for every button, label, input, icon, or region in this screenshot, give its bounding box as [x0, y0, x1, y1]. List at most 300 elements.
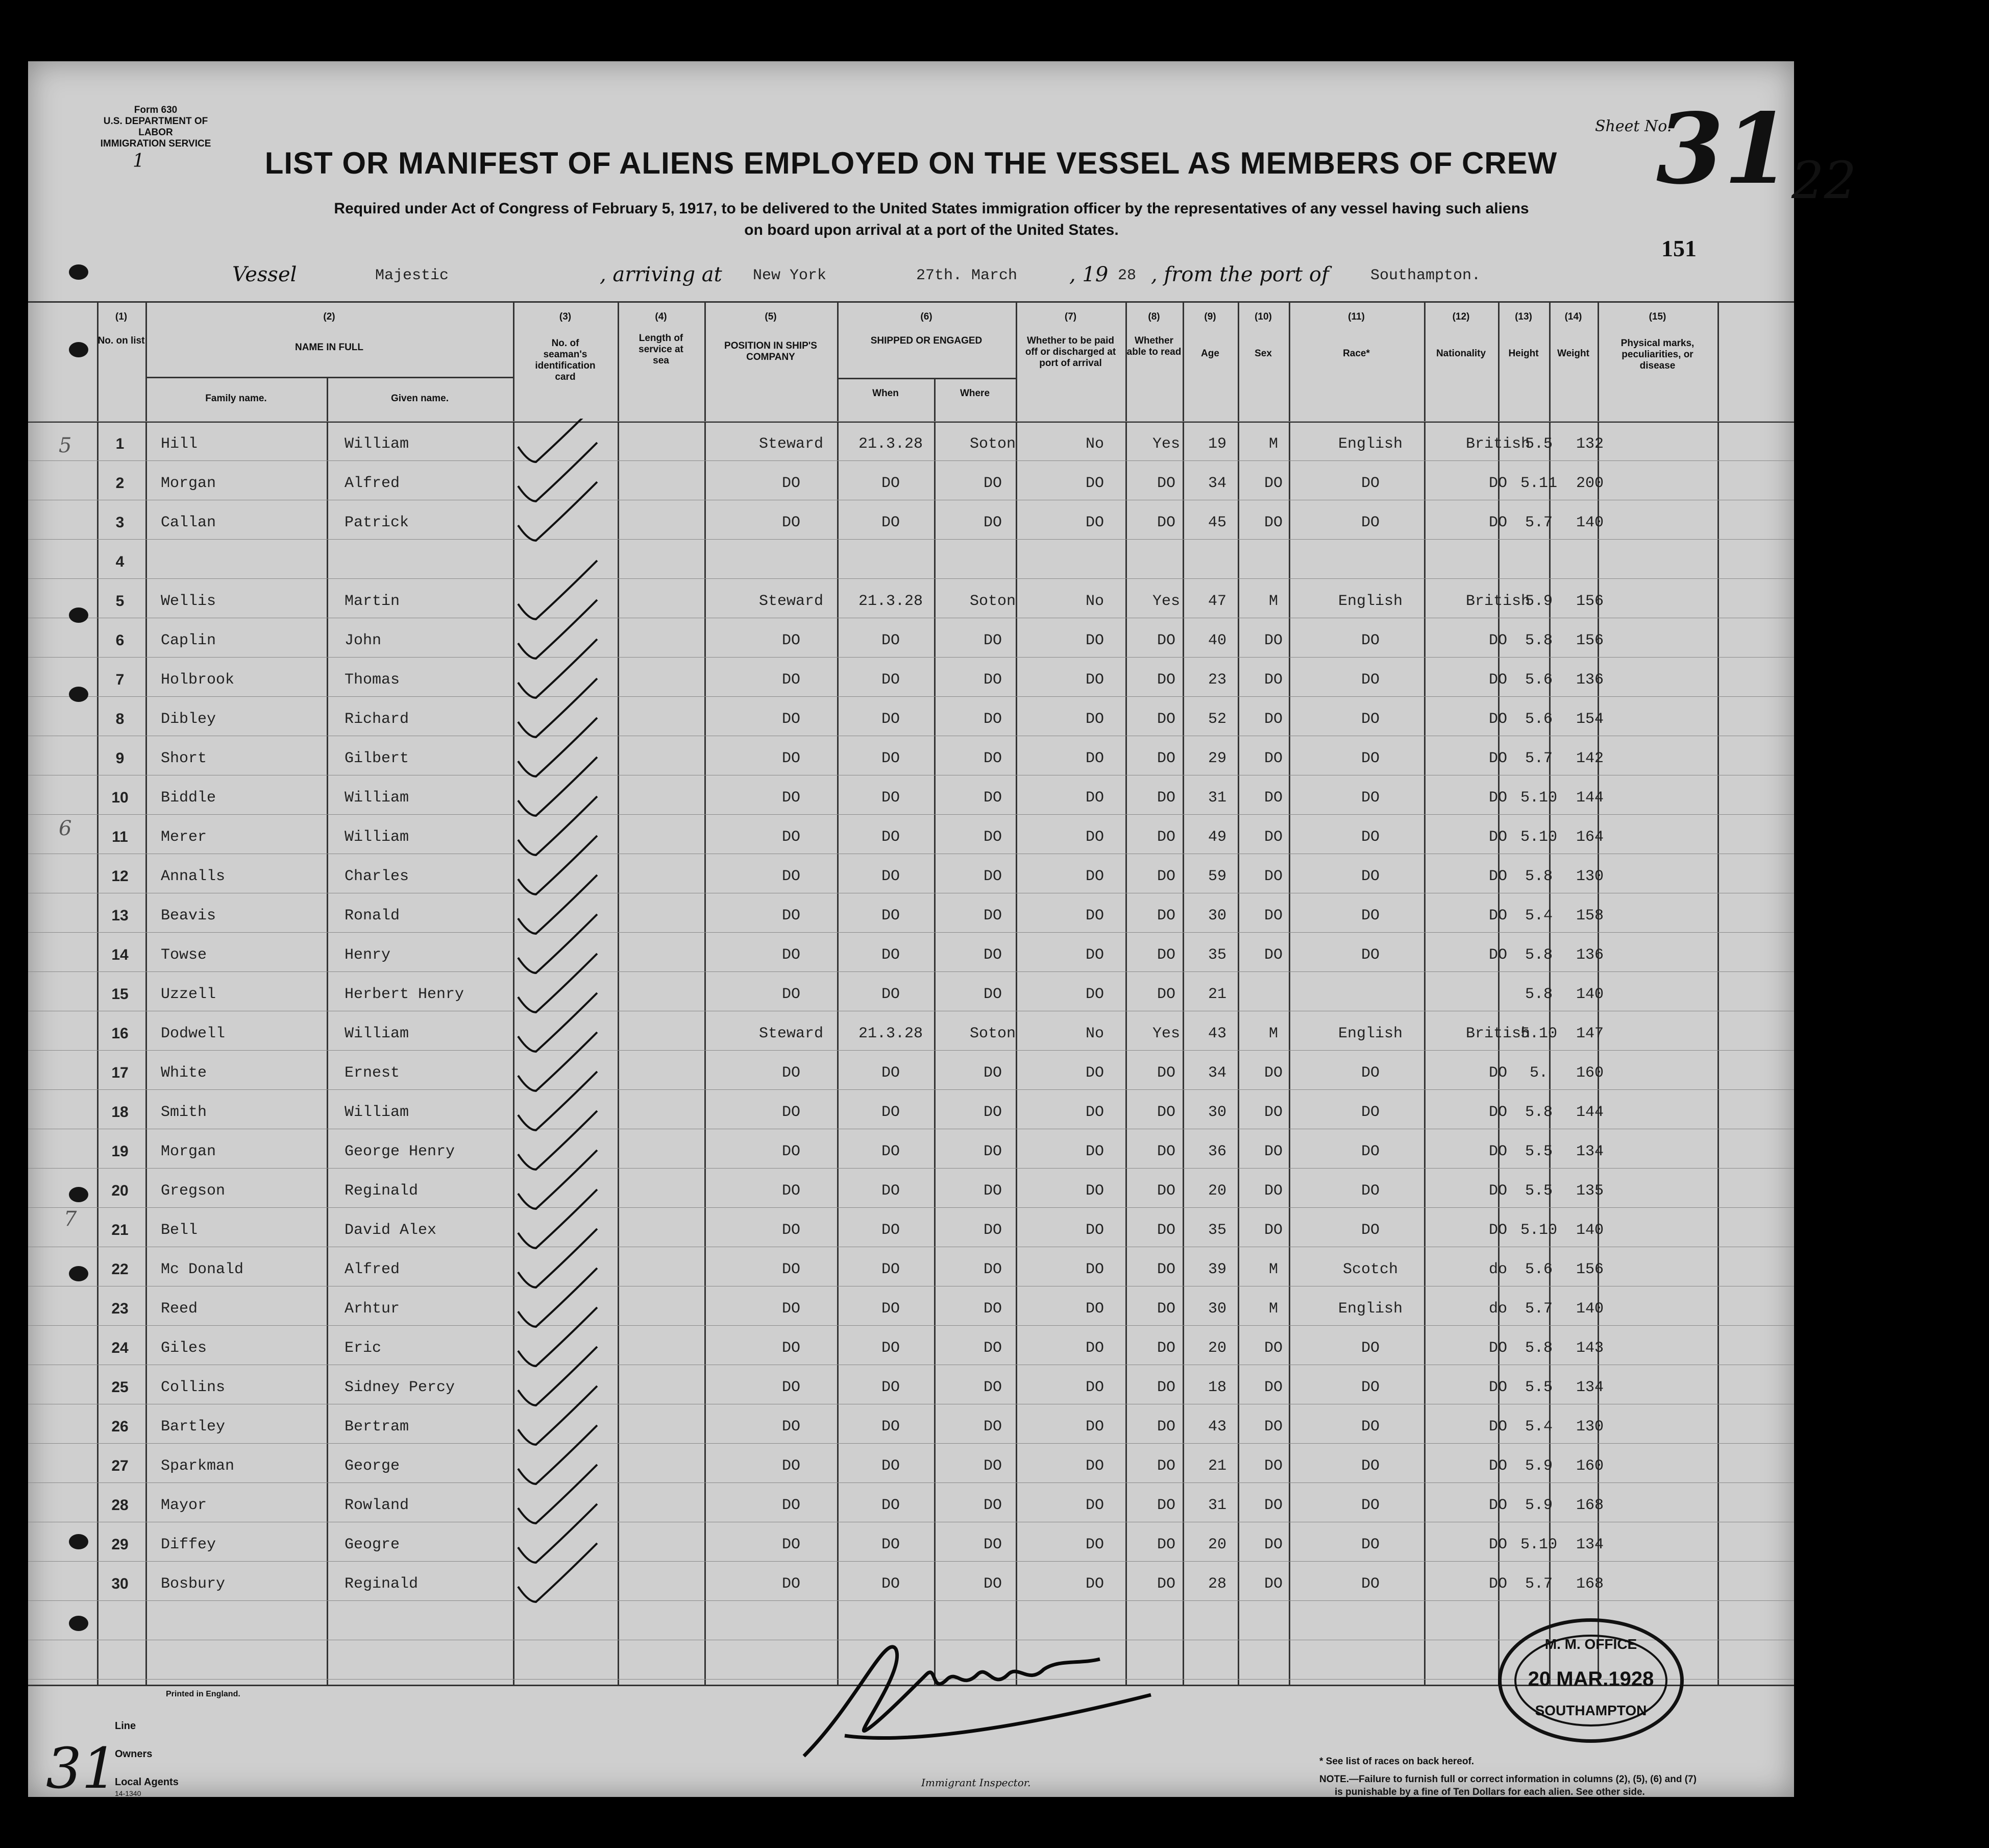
sex-cell: DO — [1264, 1497, 1283, 1514]
shipped-when-cell: 21.3.28 — [858, 1025, 923, 1042]
row-number-cell: 25 — [111, 1379, 129, 1396]
nationality-cell: DO — [1488, 1418, 1507, 1436]
check-mark — [518, 482, 597, 541]
subtitle-line-2: on board upon arrival at a port of the United States. — [744, 222, 1119, 238]
age-cell: 59 — [1208, 868, 1226, 885]
sex-cell: DO — [1264, 1418, 1283, 1436]
paid-off-cell: DO — [1085, 829, 1104, 846]
shipped-when-cell: DO — [881, 1182, 900, 1200]
weight-cell: 168 — [1576, 1575, 1604, 1593]
age-cell: 20 — [1208, 1340, 1226, 1357]
footer-local-agents-label: Local Agents — [115, 1777, 179, 1788]
col5-header: (5) POSITION IN SHIP'S COMPANY — [724, 311, 817, 362]
table-row — [28, 1527, 1794, 1566]
shipped-where-cell: DO — [983, 1261, 1002, 1278]
able-to-read-cell: DO — [1157, 829, 1175, 846]
race-cell: English — [1338, 1025, 1403, 1042]
shipped-when-cell: 21.3.28 — [858, 435, 923, 453]
shipped-when-cell: DO — [881, 475, 900, 492]
race-cell: DO — [1361, 514, 1380, 531]
able-to-read-cell: DO — [1157, 711, 1175, 728]
given-name-cell: Reginald — [345, 1182, 419, 1200]
row-number-cell: 4 — [115, 553, 125, 570]
height-cell: 5.5 — [1525, 435, 1553, 453]
family-name-cell: Short — [161, 750, 207, 767]
paid-off-cell: DO — [1085, 750, 1104, 767]
height-cell: 5.10 — [1520, 1536, 1557, 1553]
family-name-cell: Reed — [161, 1300, 198, 1318]
shipped-when-cell: DO — [881, 829, 900, 846]
year-prefix: , 19 — [1069, 263, 1109, 286]
able-to-read-cell: DO — [1157, 750, 1175, 767]
weight-cell: 130 — [1576, 868, 1604, 885]
race-cell: DO — [1361, 907, 1380, 925]
family-name-cell: Mayor — [161, 1497, 207, 1514]
weight-cell: 140 — [1576, 514, 1604, 531]
height-cell: 5.7 — [1525, 1575, 1553, 1593]
sex-cell: M — [1268, 1025, 1278, 1042]
row-number-cell: 28 — [111, 1497, 129, 1514]
row-number-cell: 29 — [111, 1536, 129, 1553]
table-row — [28, 859, 1794, 898]
age-cell: 30 — [1208, 1104, 1226, 1121]
family-name-cell: Beavis — [161, 907, 216, 925]
sex-cell: DO — [1264, 1457, 1283, 1475]
margin-note: 7 — [64, 1207, 77, 1231]
position-cell: DO — [781, 1261, 800, 1278]
page-title: LIST OR MANIFEST OF ALIENS EMPLOYED ON THE VESSEL AS MEMBERS OF CREW — [264, 146, 1558, 180]
nationality-cell: DO — [1488, 1104, 1507, 1121]
weight-cell: 140 — [1576, 986, 1604, 1003]
col12-header: (12) Nationality — [1436, 311, 1486, 359]
footer-form-code: 14-1340 — [115, 1789, 141, 1797]
form-number: Form 630 — [134, 105, 178, 115]
weight-cell: 154 — [1576, 711, 1604, 728]
age-cell: 36 — [1208, 1143, 1226, 1160]
able-to-read-cell: DO — [1157, 1064, 1175, 1082]
punch-hole — [69, 1266, 88, 1281]
shipped-when-cell: DO — [881, 711, 900, 728]
paid-off-cell: DO — [1085, 1222, 1104, 1239]
position-cell: Steward — [758, 435, 824, 453]
sex-cell: DO — [1264, 632, 1283, 649]
shipped-when-cell: DO — [881, 514, 900, 531]
given-name-cell: Ernest — [345, 1064, 400, 1082]
given-name-cell: Arhtur — [345, 1300, 400, 1318]
table-row — [28, 898, 1794, 937]
check-mark — [518, 1543, 597, 1602]
position-cell: DO — [781, 868, 800, 885]
col11-header: (11) Race* — [1343, 311, 1370, 359]
col13-header: (13) Height — [1508, 311, 1539, 359]
family-name-cell: Bell — [161, 1222, 198, 1239]
shipped-where-cell: DO — [983, 868, 1002, 885]
position-cell: DO — [781, 907, 800, 925]
sex-cell: DO — [1264, 1064, 1283, 1082]
nationality-cell: DO — [1488, 1379, 1507, 1396]
height-cell: 5.6 — [1525, 671, 1553, 689]
able-to-read-cell: DO — [1157, 1222, 1175, 1239]
col15-header: (15) Physical marks, peculiarities, or disease — [1620, 311, 1695, 371]
able-to-read-cell: DO — [1157, 1379, 1175, 1396]
race-cell: DO — [1361, 946, 1380, 964]
shipped-when-cell: DO — [881, 632, 900, 649]
margin-note: 6 — [59, 817, 72, 840]
given-name-cell: Sidney Percy — [345, 1379, 455, 1396]
nationality-cell: DO — [1488, 750, 1507, 767]
given-name-cell: Rowland — [345, 1497, 409, 1514]
voyage-line — [28, 263, 1794, 294]
position-cell: DO — [781, 514, 800, 531]
race-cell: DO — [1361, 1379, 1380, 1396]
height-cell: 5.10 — [1520, 1025, 1557, 1042]
row-number-cell: 13 — [111, 907, 129, 924]
family-name-cell: Biddle — [161, 789, 216, 807]
shipped-where-cell: DO — [983, 1222, 1002, 1239]
age-cell: 19 — [1208, 435, 1226, 453]
age-cell: 52 — [1208, 711, 1226, 728]
sex-cell: DO — [1264, 946, 1283, 964]
nationality-cell: DO — [1488, 1575, 1507, 1593]
nationality-cell: British — [1465, 593, 1531, 610]
shipped-where-cell: DO — [983, 750, 1002, 767]
nationality-cell: DO — [1488, 829, 1507, 846]
age-cell: 35 — [1208, 1222, 1226, 1239]
row-number-cell: 7 — [115, 671, 125, 688]
nationality-cell: DO — [1488, 1064, 1507, 1082]
check-marks — [508, 419, 630, 1674]
given-name-cell: David Alex — [345, 1222, 437, 1239]
age-cell: 20 — [1208, 1182, 1226, 1200]
given-name-cell: Gilbert — [345, 750, 409, 767]
stamp-bottom-text: SOUTHAMPTON — [1535, 1703, 1647, 1718]
sheet-number: 31 — [1656, 92, 1791, 206]
able-to-read-cell: DO — [1157, 1536, 1175, 1553]
race-cell: DO — [1361, 1418, 1380, 1436]
row-number-cell: 30 — [111, 1575, 129, 1592]
position-cell: DO — [781, 1536, 800, 1553]
race-cell: DO — [1361, 1104, 1380, 1121]
shipped-when-cell: DO — [881, 1379, 900, 1396]
paid-off-cell: DO — [1085, 1143, 1104, 1160]
weight-cell: 136 — [1576, 946, 1604, 964]
race-cell: Scotch — [1342, 1261, 1398, 1278]
row-number-cell: 24 — [111, 1340, 129, 1356]
position-cell: DO — [781, 1457, 800, 1475]
row-number-cell: 10 — [111, 789, 129, 806]
age-cell: 21 — [1208, 1457, 1226, 1475]
able-to-read-cell: Yes — [1152, 1025, 1180, 1042]
shipped-when-cell: DO — [881, 750, 900, 767]
able-to-read-cell: DO — [1157, 632, 1175, 649]
weight-cell: 160 — [1576, 1457, 1604, 1475]
sex-cell: DO — [1264, 1182, 1283, 1200]
arrival-year: 28 — [1118, 267, 1137, 284]
row-number-cell: 6 — [115, 632, 125, 649]
family-name-cell: Dibley — [161, 711, 216, 728]
shipped-when-cell: DO — [881, 1340, 900, 1357]
able-to-read-cell: DO — [1157, 1457, 1175, 1475]
race-cell: DO — [1361, 1457, 1380, 1475]
able-to-read-cell: DO — [1157, 1575, 1175, 1593]
able-to-read-cell: DO — [1157, 1418, 1175, 1436]
family-name-cell: White — [161, 1064, 207, 1082]
height-cell: 5.4 — [1525, 1418, 1553, 1436]
service-name: IMMIGRATION SERVICE — [100, 138, 211, 149]
paid-off-cell: DO — [1085, 1182, 1104, 1200]
row-number-cell: 16 — [111, 1025, 129, 1042]
col2a-header: Family name. — [205, 393, 267, 404]
height-cell: 5.5 — [1525, 1143, 1553, 1160]
given-name-cell: William — [345, 435, 409, 453]
sex-cell: M — [1268, 1261, 1278, 1278]
col9-header: (9) Age — [1201, 311, 1219, 359]
paid-off-cell: DO — [1085, 1064, 1104, 1082]
shipped-when-cell: DO — [881, 1575, 900, 1593]
given-name-cell: Henry — [345, 946, 391, 964]
able-to-read-cell: DO — [1157, 671, 1175, 689]
position-cell: DO — [781, 1379, 800, 1396]
shipped-where-cell: DO — [983, 986, 1002, 1003]
shipped-where-cell: DO — [983, 1418, 1002, 1436]
shipped-when-cell: DO — [881, 789, 900, 807]
able-to-read-cell: DO — [1157, 986, 1175, 1003]
position-cell: DO — [781, 1575, 800, 1593]
shipped-where-cell: Soton — [969, 593, 1016, 610]
table-row — [28, 741, 1794, 780]
height-cell: 5.6 — [1525, 1261, 1553, 1278]
given-name-cell: John — [345, 632, 382, 649]
race-cell: DO — [1361, 1143, 1380, 1160]
able-to-read-cell: DO — [1157, 1104, 1175, 1121]
row-number-cell: 22 — [111, 1261, 129, 1278]
punch-hole — [69, 264, 88, 280]
inspector-signature — [794, 1603, 1182, 1771]
age-cell: 20 — [1208, 1536, 1226, 1553]
position-cell: DO — [781, 1418, 800, 1436]
shipped-where-cell: DO — [983, 1575, 1002, 1593]
position-cell: Steward — [758, 593, 824, 610]
position-cell: DO — [781, 1222, 800, 1239]
weight-cell: 144 — [1576, 1104, 1604, 1121]
sex-cell: DO — [1264, 907, 1283, 925]
nationality-cell: DO — [1488, 1143, 1507, 1160]
inspector-label: Immigrant Inspector. — [921, 1777, 1031, 1789]
paid-off-cell: DO — [1085, 1575, 1104, 1593]
family-name-cell: Collins — [161, 1379, 226, 1396]
shipped-where-cell: DO — [983, 1457, 1002, 1475]
table-row — [28, 1291, 1794, 1330]
height-cell: 5.8 — [1525, 946, 1553, 964]
age-cell: 35 — [1208, 946, 1226, 964]
table-row — [28, 505, 1794, 544]
height-cell: 5.5 — [1525, 1379, 1553, 1396]
nationality-cell: DO — [1488, 946, 1507, 964]
paid-off-cell: DO — [1085, 711, 1104, 728]
family-name-cell: Mc Donald — [161, 1261, 244, 1278]
family-name-cell: Dodwell — [161, 1025, 226, 1042]
family-name-cell: Morgan — [161, 1143, 216, 1160]
table-row — [28, 1566, 1794, 1606]
weight-cell: 135 — [1576, 1182, 1604, 1200]
stamp-date: 20 MAR.1928 — [1528, 1668, 1654, 1690]
position-cell: DO — [781, 829, 800, 846]
given-name-cell: Thomas — [345, 671, 400, 689]
paid-off-cell: DO — [1085, 1261, 1104, 1278]
age-cell: 18 — [1208, 1379, 1226, 1396]
race-cell: DO — [1361, 1182, 1380, 1200]
paid-off-cell: No — [1085, 593, 1104, 610]
nationality-cell: DO — [1488, 1182, 1507, 1200]
position-cell: DO — [781, 946, 800, 964]
nationality-cell: do — [1488, 1300, 1507, 1318]
weight-cell: 156 — [1576, 1261, 1604, 1278]
table-row — [28, 1448, 1794, 1488]
vessel-name: Majestic — [375, 267, 449, 284]
table-row — [28, 937, 1794, 977]
given-name-cell: William — [345, 1025, 409, 1042]
paid-off-cell: DO — [1085, 671, 1104, 689]
age-cell: 43 — [1208, 1025, 1226, 1042]
sex-cell: DO — [1264, 750, 1283, 767]
arriving-label: , arriving at — [600, 263, 722, 286]
table-row — [28, 1173, 1794, 1212]
paid-off-cell: DO — [1085, 868, 1104, 885]
shipped-where-cell: DO — [983, 1340, 1002, 1357]
shipped-when-cell: 21.3.28 — [858, 593, 923, 610]
height-cell: 5. — [1529, 1064, 1548, 1082]
able-to-read-cell: DO — [1157, 1261, 1175, 1278]
table-row — [28, 701, 1794, 741]
table-row — [28, 780, 1794, 819]
punch-hole — [69, 1616, 88, 1631]
col7-header: (7) Whether to be paid off or discharged at port of arrival — [1025, 311, 1116, 369]
position-cell: DO — [781, 711, 800, 728]
subtitle-line-1: Required under Act of Congress of February 5, 1917, to be delivered to the United States immigration officer by the representatives of any vessel having such aliens — [334, 200, 1529, 217]
race-cell: DO — [1361, 1064, 1380, 1082]
position-cell: DO — [781, 1064, 800, 1082]
shipped-when-cell: DO — [881, 1104, 900, 1121]
sex-cell: M — [1268, 1300, 1278, 1318]
penalty-note: NOTE.—Failure to furnish full or correct information in columns (2), (5), (6) and (7) — [1319, 1774, 1697, 1785]
form-header — [100, 105, 212, 150]
punch-hole — [69, 1534, 88, 1549]
row-number-cell: 2 — [115, 475, 125, 492]
weight-cell: 160 — [1576, 1064, 1604, 1082]
sex-cell: DO — [1264, 829, 1283, 846]
family-name-cell: Callan — [161, 514, 216, 531]
shipped-where-cell: DO — [983, 671, 1002, 689]
page-number: 151 — [1661, 235, 1697, 261]
department-name: U.S. DEPARTMENT OF LABOR — [103, 116, 208, 138]
shipped-when-cell: DO — [881, 1222, 900, 1239]
nationality-cell: DO — [1488, 1340, 1507, 1357]
height-cell: 5.8 — [1525, 1104, 1553, 1121]
races-note: * See list of races on back hereof. — [1319, 1756, 1475, 1767]
row-number-cell: 18 — [111, 1104, 129, 1121]
family-name-cell: Sparkman — [161, 1457, 235, 1475]
row-number-cell: 19 — [111, 1143, 129, 1160]
nationality-cell: DO — [1488, 1536, 1507, 1553]
table-row — [28, 1095, 1794, 1134]
table-row — [28, 1370, 1794, 1409]
family-name-cell: Caplin — [161, 632, 216, 649]
able-to-read-cell: DO — [1157, 868, 1175, 885]
col6a-header: When — [872, 388, 899, 399]
table-row — [28, 977, 1794, 1016]
family-name-cell: Holbrook — [161, 671, 235, 689]
paid-off-cell: DO — [1085, 1300, 1104, 1318]
shipped-where-cell: DO — [983, 907, 1002, 925]
shipped-when-cell: DO — [881, 671, 900, 689]
shipped-where-cell: DO — [983, 829, 1002, 846]
shipped-where-cell: DO — [983, 711, 1002, 728]
sex-cell: DO — [1264, 1222, 1283, 1239]
weight-cell: 140 — [1576, 1300, 1604, 1318]
paid-off-cell: DO — [1085, 475, 1104, 492]
col6-header: (6) SHIPPED OR ENGAGED — [870, 311, 983, 346]
margin-note-sheet: 31 — [46, 1736, 117, 1801]
race-cell: English — [1338, 1300, 1403, 1318]
paid-off-cell: DO — [1085, 907, 1104, 925]
nationality-cell: DO — [1488, 868, 1507, 885]
able-to-read-cell: DO — [1157, 789, 1175, 807]
given-name-cell: Alfred — [345, 475, 400, 492]
position-cell: DO — [781, 986, 800, 1003]
family-name-cell: Bartley — [161, 1418, 226, 1436]
table-row — [28, 1488, 1794, 1527]
nationality-cell: DO — [1488, 907, 1507, 925]
position-cell: DO — [781, 1300, 800, 1318]
table-row — [28, 544, 1794, 583]
table-row — [28, 1055, 1794, 1095]
family-name-cell: Annalls — [161, 868, 226, 885]
given-name-cell: William — [345, 829, 409, 846]
sex-cell: DO — [1264, 1340, 1283, 1357]
nationality-cell: DO — [1488, 475, 1507, 492]
paid-off-cell: DO — [1085, 1536, 1104, 1553]
sex-cell: DO — [1264, 1143, 1283, 1160]
race-cell: English — [1338, 435, 1403, 453]
weight-cell: 142 — [1576, 750, 1604, 767]
given-name-cell: Richard — [345, 711, 409, 728]
nationality-cell: DO — [1488, 1222, 1507, 1239]
position-cell: Steward — [758, 1025, 824, 1042]
age-cell: 30 — [1208, 907, 1226, 925]
paid-off-cell: DO — [1085, 946, 1104, 964]
shipped-where-cell: DO — [983, 1143, 1002, 1160]
given-name-cell: Charles — [345, 868, 409, 885]
position-cell: DO — [781, 789, 800, 807]
age-cell: 30 — [1208, 1300, 1226, 1318]
sheet-label: Sheet No. — [1595, 117, 1672, 135]
height-cell: 5.10 — [1520, 789, 1557, 807]
paid-off-cell: DO — [1085, 1457, 1104, 1475]
col4-header: (4) Length of service at sea — [639, 311, 683, 366]
table-row — [28, 1330, 1794, 1370]
row-number-cell: 23 — [111, 1300, 129, 1317]
nationality-cell: DO — [1488, 632, 1507, 649]
given-name-cell: George Henry — [345, 1143, 455, 1160]
shipped-where-cell: DO — [983, 946, 1002, 964]
given-name-cell: Ronald — [345, 907, 400, 925]
col1-header: (1) No. on list — [97, 311, 145, 346]
table-row — [28, 1252, 1794, 1291]
age-cell: 43 — [1208, 1418, 1226, 1436]
weight-cell: 147 — [1576, 1025, 1604, 1042]
shipped-when-cell: DO — [881, 1497, 900, 1514]
row-number-cell: 26 — [111, 1418, 129, 1435]
